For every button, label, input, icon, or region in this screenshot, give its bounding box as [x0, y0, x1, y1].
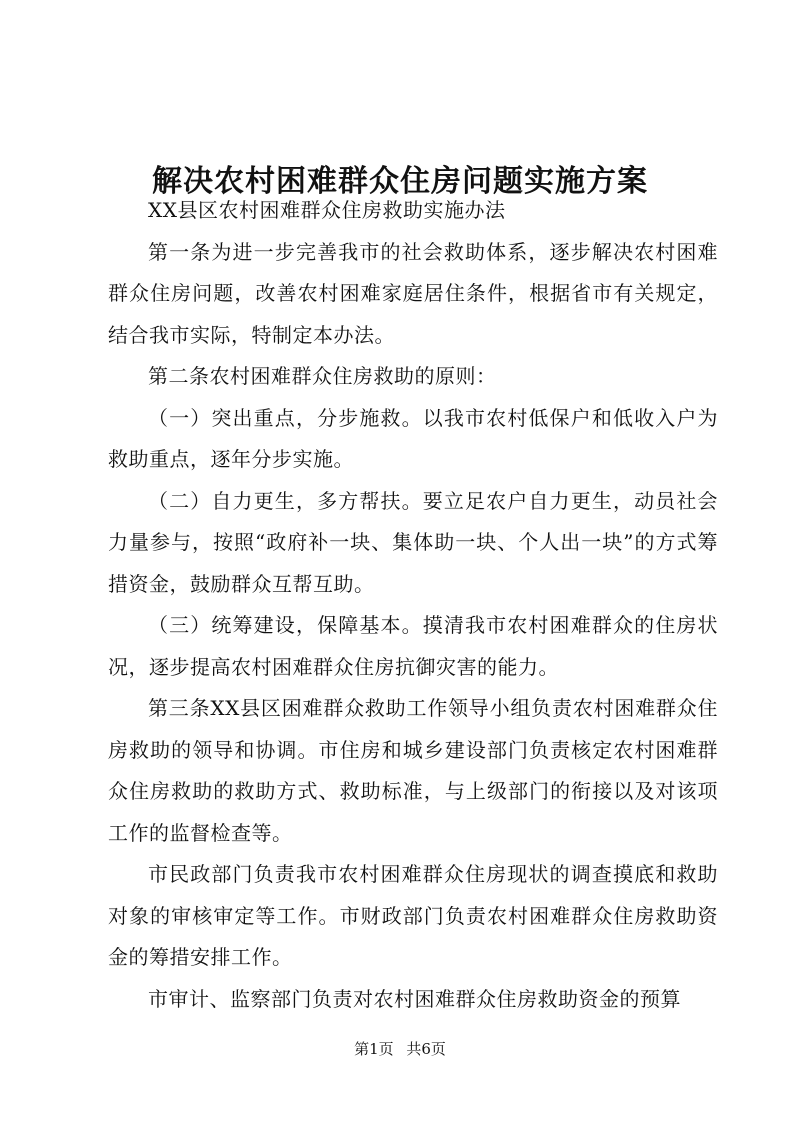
principle-2-paragraph: （二）自力更生，多方帮扶。要立足农户自力更生，动员社会力量参与，按照“政府补一块、集体助一块、个人出一块”的方式筹措资金，鼓励群众互帮互助。: [108, 488, 718, 596]
page-number: 第1页: [354, 1040, 394, 1058]
subtitle-paragraph: XX县区农村困难群众住房救助实施办法: [148, 198, 506, 222]
civil-affairs-paragraph: 市民政部门负责我市农村困难群众住房现状的调查摸底和救助对象的审核审定等工作。市财政部门负责农村困难群众住房救助资金的筹措安排工作。: [108, 862, 718, 969]
principle-1-paragraph: （一）突出重点，分步施救。以我市农村低保户和低收入户为救助重点，逐年分步实施。: [108, 405, 718, 471]
page-footer: [0, 1038, 800, 1060]
page-total: 共6页: [406, 1040, 446, 1058]
audit-paragraph: 市审计、监察部门负责对农村困难群众住房救助资金的预算: [148, 986, 681, 1011]
article-1-paragraph: 第一条为进一步完善我市的社会救助体系，逐步解决农村困难群众住房问题，改善农村困难家庭居住条件，根据省市有关规定，结合我市实际，特制定本办法。: [108, 239, 718, 347]
principle-3-paragraph: （三）统筹建设，保障基本。摸清我市农村困难群众的住房状况，逐步提高农村困难群众住房抗御灾害的能力。: [108, 613, 718, 679]
document-title: 解决农村困难群众住房问题实施方案: [152, 164, 648, 200]
article-3-paragraph: 第三条XX县区困难群众救助工作领导小组负责农村困难群众住房救助的领导和协调。市住房和城乡建设部门负责核定农村困难群众住房救助的救助方式、救助标准，与上级部门的衔接以及对该项工作的监督检查等。: [108, 696, 718, 845]
article-2-paragraph: 第二条农村困难群众住房救助的原则：: [148, 364, 497, 388]
document-body: [108, 190, 718, 1020]
